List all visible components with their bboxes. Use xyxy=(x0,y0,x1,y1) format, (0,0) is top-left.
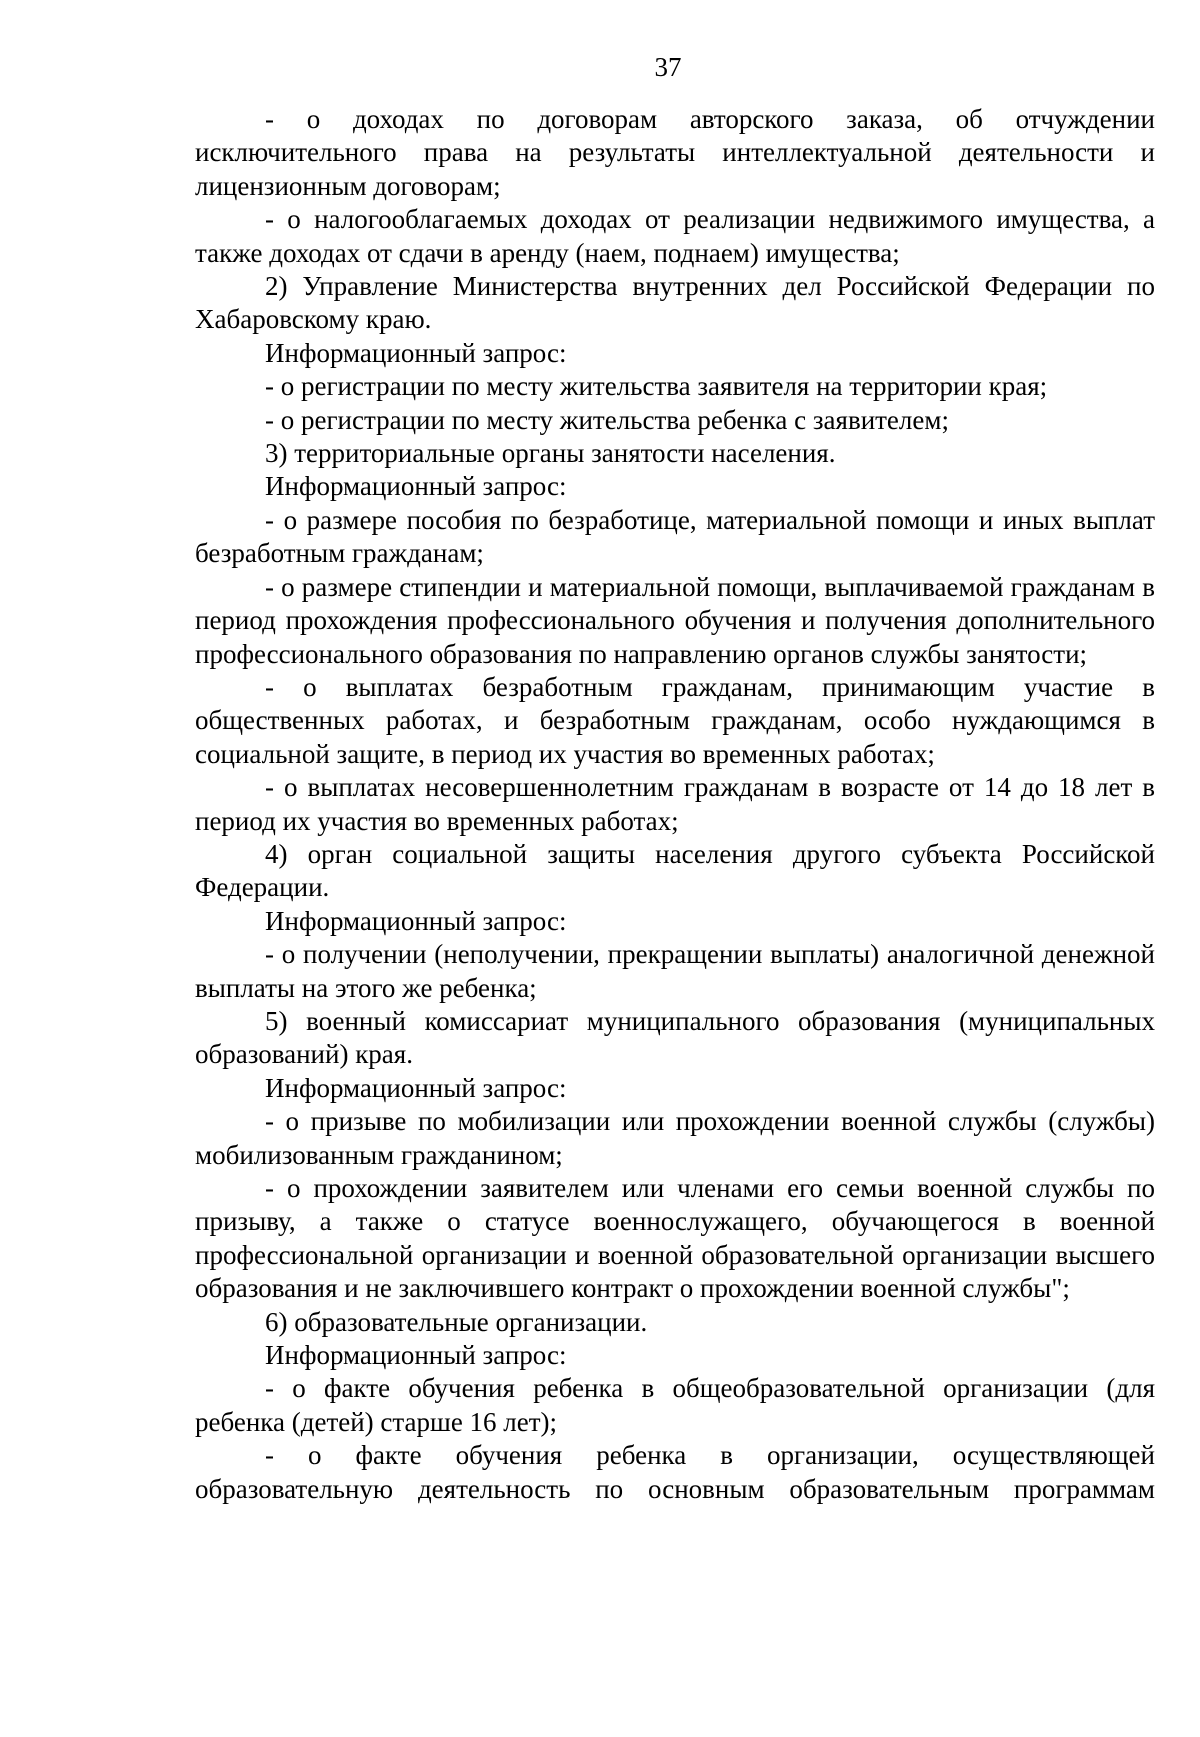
paragraph: Информационный запрос: xyxy=(265,1072,567,1103)
paragraph: - о прохождении заявителем или членами его семьи военной службы по призыву, а также о статусе военнослужащего, обучающегося в военной профессиональной организации и военной образовательной организации высшего образования и не заключившего контракт о прохождении военной службы"; xyxy=(195,1173,1155,1304)
paragraph: 3) территориальные органы занятости населения. xyxy=(265,438,836,469)
paragraph: - о призыве по мобилизации или прохождении военной службы (службы) мобилизованным гражданином; xyxy=(195,1106,1155,1170)
paragraph: 4) орган социальной защиты населения другого субъекта Российской Федерации. xyxy=(195,838,1155,903)
document-body xyxy=(195,103,1155,1506)
paragraph: 6) образовательные организации. xyxy=(265,1306,648,1337)
paragraph: - о факте обучения ребенка в организации, осуществляющей образовательную деятельность по основным образовательным программам xyxy=(195,1440,1155,1504)
paragraph: - о налогооблагаемых доходах от реализации недвижимого имущества, а также доходах от сдачи в аренду (наем, поднаем) имущества; xyxy=(195,204,1155,268)
paragraph: 5) военный комиссариат муниципального образования (муниципальных образований) края. xyxy=(195,1005,1155,1070)
paragraph: - о размере пособия по безработице, материальной помощи и иных выплат безработным гражданам; xyxy=(195,504,1155,569)
paragraph: - о размере стипендии и материальной помощи, выплачиваемой гражданам в период прохождения профессионального обучения и получения дополнительного профессионального образования по направлению органов службы занятости; xyxy=(195,571,1155,669)
paragraph: Информационный запрос: xyxy=(265,1340,567,1371)
paragraph: Информационный запрос: xyxy=(265,905,567,936)
paragraph: - о факте обучения ребенка в общеобразовательной организации (для ребенка (детей) старше 16 лет); xyxy=(195,1373,1155,1437)
paragraph: 2) Управление Министерства внутренних дел Российской Федерации по Хабаровскому краю. xyxy=(195,271,1155,335)
paragraph: Информационный запрос: xyxy=(265,337,567,368)
paragraph: - о выплатах несовершеннолетним гражданам в возрасте от 14 до 18 лет в период их участия во временных работах; xyxy=(195,772,1155,836)
paragraph: - о регистрации по месту жительства заявителя на территории края; xyxy=(265,371,1048,402)
paragraph: - о получении (неполучении, прекращении выплаты) аналогичной денежной выплаты на этого же ребенка; xyxy=(195,939,1155,1003)
paragraph: Информационный запрос: xyxy=(265,471,567,502)
paragraph: - о выплатах безработным гражданам, принимающим участие в общественных работах, и безработным гражданам, особо нуждающимся в социальной защите, в период их участия во временных работах; xyxy=(195,671,1155,769)
paragraph: - о доходах по договорам авторского заказа, об отчуждении исключительного права на результаты интеллектуальной деятельности и лицензионным договорам; xyxy=(195,104,1155,201)
paragraph: - о регистрации по месту жительства ребенка с заявителем; xyxy=(265,404,949,435)
page-number: 37 xyxy=(654,52,682,82)
